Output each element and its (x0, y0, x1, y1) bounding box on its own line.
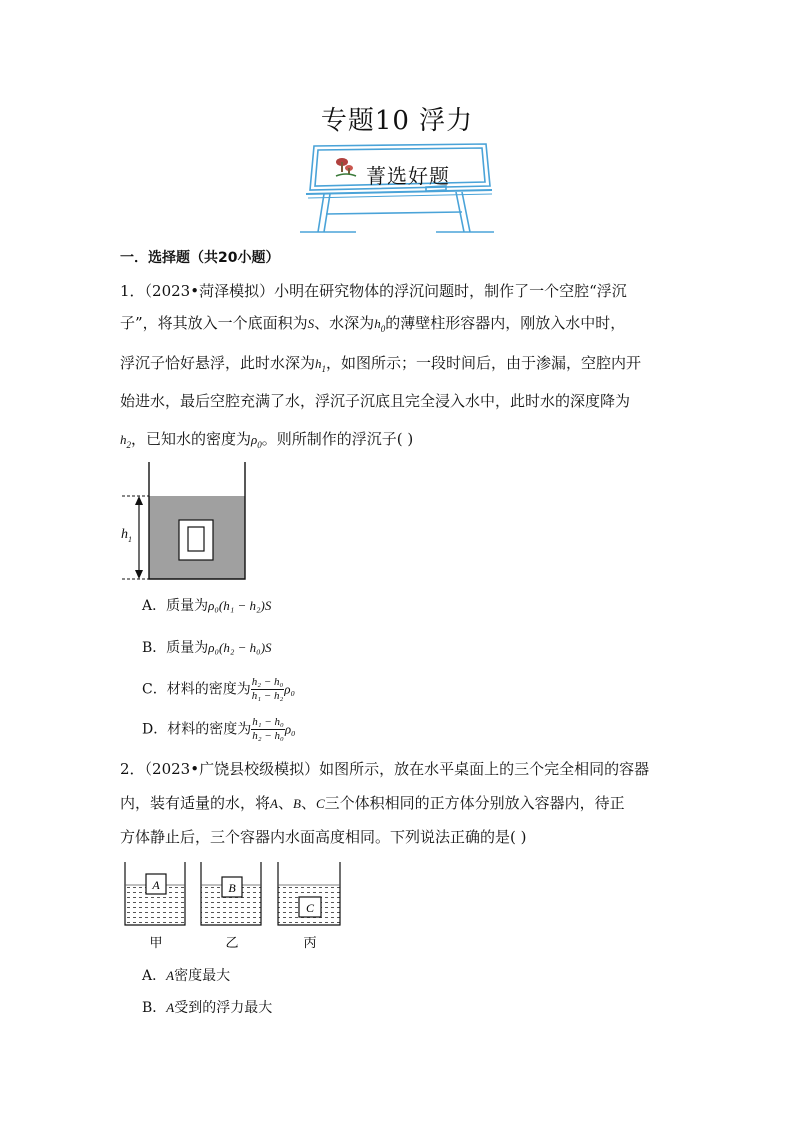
cube-c-label: C (305, 901, 315, 915)
q1-option-d[interactable]: D．材料的密度为 $\frac{\text{h₁ − h₀}}{\text{h₂ − h₀}}$ ρ₀ (142, 716, 296, 742)
q2-line3: 方体静止后，三个容器内水面高度相同。下列说法正确的是( ) (120, 828, 527, 846)
q1-figure-label: $h_1$ (121, 527, 132, 544)
cube-b-label: B (228, 881, 236, 895)
q1-figure-container (118, 460, 258, 584)
cube-a-label: A (152, 878, 160, 892)
q2-line1: 2．（2023•广饶县校级模拟）如图所示，放在水平桌面上的三个完全相同的容器 (120, 760, 650, 778)
q2-option-a[interactable]: A．A密度最大 (142, 968, 231, 984)
q1-line4: 始进水，最后空腔充满了水，浮沉子沉底且完全浸入水中，此时水的深度降为 (120, 392, 631, 410)
mushroom-icon (336, 158, 356, 176)
q1-line3: 浮沉子恰好悬浮，此时水深为$h_1$，如图所示；一段时间后，由于渗漏，空腔内开 (120, 354, 642, 374)
container-label-jia: 甲 (149, 936, 163, 951)
container-label-bing: 丙 (303, 936, 317, 951)
container-label-yi: 乙 (225, 936, 239, 951)
q1-line5: $h_2$，已知水的密度为$\rho_0$。则所制作的浮沉子( ) (120, 430, 414, 450)
q2-line2: 内，装有适量的水，将A、B、C三个体积相同的正方体分别放入容器内，待正 (120, 794, 625, 812)
q2-option-b[interactable]: B．A受到的浮力最大 (142, 1000, 273, 1016)
q2-figure-containers (120, 860, 370, 960)
section-heading: 一．选择题（共20小题） (120, 250, 280, 266)
q1-line1: 1．（2023•菏泽模拟）小明在研究物体的浮沉问题时，制作了一个空腔“浮沉 (120, 282, 627, 300)
page-title: 专题10 浮力 (320, 106, 474, 136)
q1-option-c[interactable]: C．材料的密度为 $\frac{\text{h₂ − h₀}}{\text{h₁ − h₂}}$ ρ₀ (142, 676, 296, 702)
q1-option-a[interactable]: A．质量为ρ₀(h₁ − h₂)S (142, 598, 272, 614)
q1-option-b[interactable]: B．质量为ρ₀(h₂ − h₀)S (142, 640, 272, 656)
q1-line2: 子”，将其放入一个底面积为S、水深为$h_0$的薄壁柱形容器内，刚放入水中时， (120, 314, 626, 334)
banner-text: 菁选好题 (366, 164, 450, 188)
